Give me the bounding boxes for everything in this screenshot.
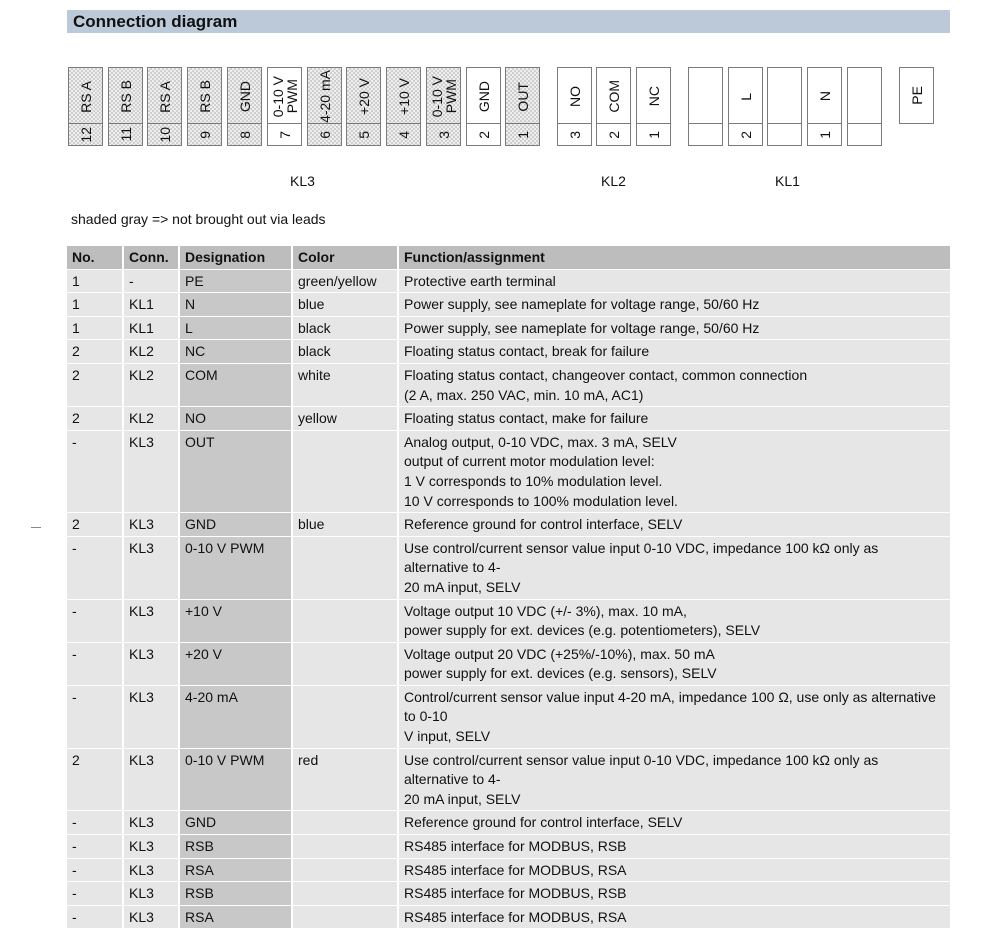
header-no: No. — [67, 246, 123, 270]
table-row — [67, 269, 950, 293]
cell-function — [398, 430, 950, 512]
terminal-label: NO — [566, 86, 583, 107]
table-row — [67, 407, 950, 431]
function-line: 20 mA input, SELV — [404, 790, 521, 807]
cell-function — [398, 316, 950, 340]
cell-color: yellow — [292, 407, 398, 431]
cell-designation: RSA — [179, 858, 292, 882]
function-line: Reference ground for control interface, SELV — [404, 516, 683, 533]
cell-designation: N — [179, 293, 292, 317]
terminal-14 — [636, 67, 671, 146]
terminal-label: +10 V — [395, 78, 412, 115]
function-line: 20 mA input, SELV — [404, 578, 521, 595]
cell-conn: KL3 — [123, 599, 179, 642]
function-line: 1 V corresponds to 10% modulation level. — [404, 472, 663, 489]
function-line: 10 V corresponds to 100% modulation level. — [404, 492, 678, 509]
terminal-number: 11 — [117, 127, 134, 142]
terminal-number: 2 — [475, 130, 492, 139]
function-line: V input, SELV — [404, 728, 491, 745]
function-line: Protective earth terminal — [404, 272, 556, 289]
terminal-number: 1 — [816, 130, 833, 139]
terminal-13 — [596, 67, 631, 146]
terminal-label: N — [816, 91, 833, 102]
cell-color — [292, 599, 398, 642]
cell-designation: L — [179, 316, 292, 340]
cell-designation: 0-10 V PWM — [179, 536, 292, 599]
cell-color — [292, 536, 398, 599]
cell-conn: KL2 — [123, 340, 179, 364]
terminal-label: +20 V — [355, 78, 372, 115]
terminal-number: 2 — [605, 130, 622, 139]
cell-no: - — [67, 685, 123, 748]
cell-no: 2 — [67, 407, 123, 431]
cell-no: - — [67, 905, 123, 928]
function-line: Analog output, 0-10 VDC, max. 3 mA, SELV — [404, 433, 677, 450]
cell-color — [292, 858, 398, 882]
cell-no: 2 — [67, 363, 123, 406]
table-body — [67, 269, 950, 928]
cell-color: white — [292, 363, 398, 406]
function-line: RS485 interface for MODBUS, RSB — [404, 885, 627, 902]
terminal-19 — [847, 67, 882, 146]
function-line: Power supply, see nameplate for voltage range, 50/60 Hz — [404, 296, 760, 313]
terminal-label: RS A — [77, 80, 94, 113]
function-line: Use control/current sensor value input 0-10 VDC, impedance 100 kΩ only as alternative to 4- — [404, 751, 879, 788]
cell-color — [292, 430, 398, 512]
terminal-number: 3 — [435, 130, 452, 139]
terminal-label: PE — [908, 86, 925, 105]
terminal-16 — [728, 67, 763, 146]
cell-color: blue — [292, 513, 398, 537]
cell-conn: KL3 — [123, 748, 179, 811]
cell-function — [398, 748, 950, 811]
cell-designation: GND — [179, 811, 292, 835]
function-line: Floating status contact, changeover contact, common connection — [404, 366, 808, 383]
function-line: Voltage output 20 VDC (+25%/-10%), max. 50 mA — [404, 645, 715, 662]
terminal-label: RS B — [196, 80, 213, 113]
terminal-label: 4-20 mA — [316, 70, 333, 123]
function-line: power supply for ext. devices (e.g. potentiometers), SELV — [404, 622, 761, 639]
terminal-9 — [426, 67, 461, 146]
terminal-number: 8 — [236, 130, 253, 139]
cell-designation: NC — [179, 340, 292, 364]
function-line: RS485 interface for MODBUS, RSA — [404, 908, 627, 925]
table-row — [67, 363, 950, 406]
header-function: Function/assignment — [398, 246, 950, 270]
cell-no: 2 — [67, 748, 123, 811]
function-line: Floating status contact, make for failure — [404, 410, 649, 427]
cell-conn: KL3 — [123, 536, 179, 599]
cell-function — [398, 293, 950, 317]
cell-designation: COM — [179, 363, 292, 406]
function-line: output of current motor modulation level: — [404, 453, 655, 470]
header-color: Color — [292, 246, 398, 270]
connection-table — [67, 245, 950, 928]
function-line: RS485 interface for MODBUS, RSA — [404, 861, 627, 878]
cell-function — [398, 269, 950, 293]
section-title: Connection diagram — [67, 10, 950, 33]
table-row — [67, 513, 950, 537]
cell-function — [398, 363, 950, 406]
cell-designation: OUT — [179, 430, 292, 512]
cell-conn: KL3 — [123, 905, 179, 928]
table-row — [67, 316, 950, 340]
cell-color — [292, 685, 398, 748]
terminal-10 — [466, 67, 501, 146]
table-row — [67, 835, 950, 859]
cell-no: 2 — [67, 513, 123, 537]
terminal-7 — [346, 67, 381, 146]
table-row — [67, 642, 950, 685]
table-row — [67, 811, 950, 835]
terminal-2 — [147, 67, 182, 146]
terminal-number: 1 — [514, 130, 531, 139]
cell-conn: KL1 — [123, 293, 179, 317]
header-conn: Conn. — [123, 246, 179, 270]
terminal-20 — [899, 67, 934, 124]
group-label-kl1: KL1 — [775, 173, 800, 189]
cell-color — [292, 905, 398, 928]
cell-no: - — [67, 430, 123, 512]
cell-no: 1 — [67, 316, 123, 340]
cell-function — [398, 407, 950, 431]
cell-designation: GND — [179, 513, 292, 537]
cell-no: - — [67, 599, 123, 642]
cell-color — [292, 811, 398, 835]
cell-no: - — [67, 882, 123, 906]
function-line: Power supply, see nameplate for voltage range, 50/60 Hz — [404, 319, 760, 336]
cell-conn: KL3 — [123, 642, 179, 685]
cell-function — [398, 536, 950, 599]
cell-no: - — [67, 858, 123, 882]
group-label-kl3: KL3 — [290, 173, 315, 189]
terminal-label: RS A — [156, 80, 173, 113]
function-line: (2 A, max. 250 VAC, min. 10 mA, AC1) — [404, 386, 644, 403]
terminal-18 — [807, 67, 842, 146]
cell-function — [398, 858, 950, 882]
function-line: Control/current sensor value input 4-20 mA, impedance 100 Ω, use only as alternative to 0-10 — [404, 688, 936, 725]
cell-no: 1 — [67, 293, 123, 317]
cell-conn: KL2 — [123, 363, 179, 406]
table-row — [67, 858, 950, 882]
cell-designation: +20 V — [179, 642, 292, 685]
cell-no: - — [67, 835, 123, 859]
function-line: Voltage output 10 VDC (+/- 3%), max. 10 mA, — [404, 602, 687, 619]
terminal-6 — [307, 67, 342, 146]
cell-function — [398, 835, 950, 859]
cell-designation: NO — [179, 407, 292, 431]
terminal-label: GND — [475, 80, 492, 113]
cell-function — [398, 905, 950, 928]
cell-conn: KL3 — [123, 685, 179, 748]
table-row — [67, 882, 950, 906]
cell-designation: 4-20 mA — [179, 685, 292, 748]
cell-designation: 0-10 V PWM — [179, 748, 292, 811]
terminal-label: 0-10 V PWM — [428, 75, 459, 118]
cell-no: - — [67, 811, 123, 835]
cell-conn: KL1 — [123, 316, 179, 340]
cell-color: green/yellow — [292, 269, 398, 293]
terminal-label: L — [737, 92, 754, 101]
cell-color: blue — [292, 293, 398, 317]
table-row — [67, 340, 950, 364]
cell-no: - — [67, 536, 123, 599]
terminal-label: RS B — [117, 80, 134, 113]
cell-color — [292, 835, 398, 859]
cell-no: 1 — [67, 269, 123, 293]
terminal-number: 6 — [316, 130, 333, 139]
cell-color — [292, 642, 398, 685]
table-row — [67, 293, 950, 317]
header-designation: Designation — [179, 246, 292, 270]
cell-designation: RSA — [179, 905, 292, 928]
cell-color: red — [292, 748, 398, 811]
terminal-number: 7 — [276, 130, 293, 139]
terminal-11 — [505, 67, 540, 146]
cell-designation: +10 V — [179, 599, 292, 642]
cell-conn: KL3 — [123, 858, 179, 882]
shading-note: shaded gray => not brought out via leads — [71, 211, 326, 227]
cell-no: - — [67, 642, 123, 685]
cell-function — [398, 882, 950, 906]
table-header-row — [67, 246, 950, 270]
terminal-number: 4 — [395, 130, 412, 139]
cell-conn: KL3 — [123, 835, 179, 859]
terminal-12 — [557, 67, 592, 146]
function-line: power supply for ext. devices (e.g. sensors), SELV — [404, 665, 717, 682]
margin-mark — [31, 527, 41, 528]
cell-function — [398, 340, 950, 364]
cell-designation: RSB — [179, 835, 292, 859]
terminal-number: 2 — [737, 130, 754, 139]
cell-function — [398, 513, 950, 537]
cell-color: black — [292, 316, 398, 340]
terminal-number: 9 — [196, 130, 213, 139]
table-row — [67, 536, 950, 599]
terminal-4 — [227, 67, 262, 146]
table-row — [67, 905, 950, 928]
cell-function — [398, 685, 950, 748]
terminal-number: 1 — [645, 130, 662, 139]
terminal-5 — [267, 67, 302, 146]
terminal-15 — [688, 67, 723, 146]
cell-conn: KL3 — [123, 811, 179, 835]
cell-designation: RSB — [179, 882, 292, 906]
cell-conn: KL3 — [123, 882, 179, 906]
terminal-number: 10 — [156, 126, 173, 143]
cell-function — [398, 599, 950, 642]
function-line: Floating status contact, break for failure — [404, 343, 650, 360]
terminal-17 — [767, 67, 802, 146]
cell-color — [292, 882, 398, 906]
cell-conn: - — [123, 269, 179, 293]
cell-conn: KL3 — [123, 430, 179, 512]
table-row — [67, 430, 950, 512]
terminal-number: 5 — [355, 130, 372, 139]
cell-designation: PE — [179, 269, 292, 293]
function-line: Reference ground for control interface, SELV — [404, 814, 683, 831]
terminal-3 — [187, 67, 222, 146]
table-row — [67, 748, 950, 811]
terminal-1 — [108, 67, 143, 146]
function-line: Use control/current sensor value input 0-10 VDC, impedance 100 kΩ only as alternative to 4- — [404, 539, 879, 576]
terminal-number: 12 — [77, 126, 94, 143]
terminal-8 — [386, 67, 421, 146]
cell-no: 2 — [67, 340, 123, 364]
cell-conn: KL2 — [123, 407, 179, 431]
cell-color: black — [292, 340, 398, 364]
cell-function — [398, 642, 950, 685]
terminal-label: 0-10 V PWM — [269, 75, 300, 118]
group-label-kl2: KL2 — [601, 173, 626, 189]
function-line: RS485 interface for MODBUS, RSB — [404, 838, 627, 855]
cell-function — [398, 811, 950, 835]
terminal-label: COM — [605, 80, 622, 113]
terminal-label: NC — [645, 86, 662, 107]
terminal-0 — [68, 67, 103, 146]
terminal-label: OUT — [514, 81, 531, 112]
terminal-number: 3 — [566, 130, 583, 139]
table-row — [67, 685, 950, 748]
table-row — [67, 599, 950, 642]
cell-conn: KL3 — [123, 513, 179, 537]
terminal-label: GND — [236, 80, 253, 113]
